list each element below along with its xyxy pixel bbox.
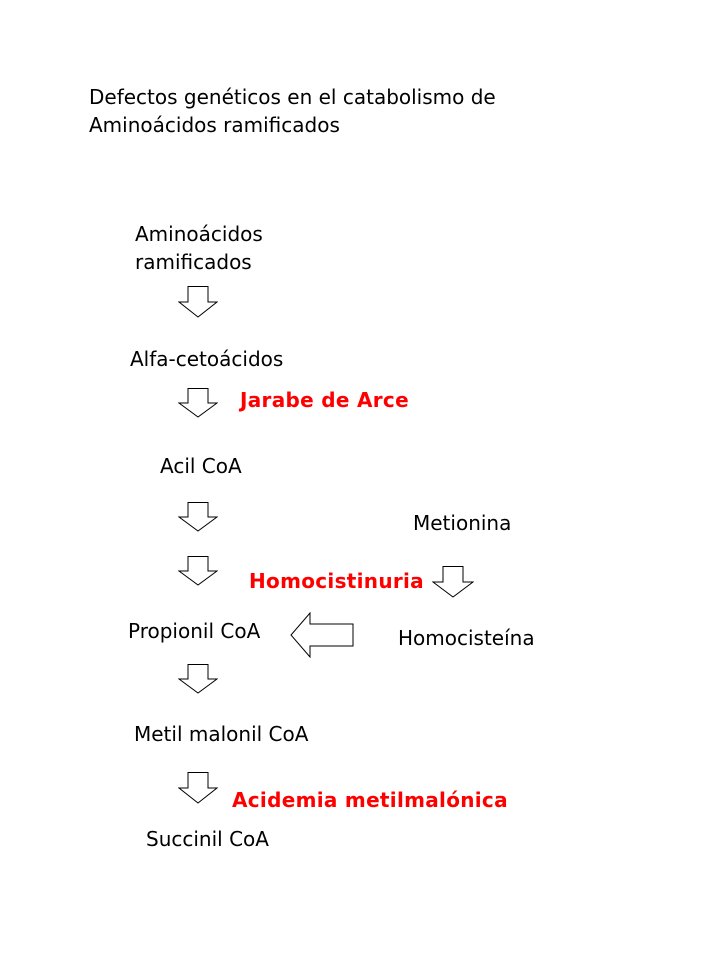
disease-jarabe-de-arce: Jarabe de Arce [240, 388, 409, 412]
node-acil-coa: Acil CoA [160, 454, 242, 478]
down-arrow-icon [178, 502, 218, 532]
down-arrow-icon [178, 388, 218, 418]
node-alfa-cetoacidos: Alfa-cetoácidos [130, 347, 284, 371]
down-arrow-icon [178, 556, 218, 586]
node-propionil-coa: Propionil CoA [128, 619, 261, 643]
down-arrow-icon [432, 566, 474, 598]
node-aminoacidos [135, 220, 263, 276]
title-line-1: Defectos genéticos en el catabolismo de [89, 85, 496, 109]
disease-homocistinuria: Homocistinuria [249, 569, 424, 593]
page-title [89, 83, 609, 139]
node-metil-malonil-coa: Metil malonil CoA [134, 722, 309, 746]
down-arrow-icon [178, 286, 218, 318]
node-metionina: Metionina [413, 511, 512, 535]
node-aminoacidos-line-1: Aminoácidos [135, 222, 263, 246]
down-arrow-icon [178, 772, 218, 804]
node-succinil-coa: Succinil CoA [146, 827, 269, 851]
node-homocisteina: Homocisteína [398, 626, 535, 650]
title-line-2: Aminoácidos ramificados [89, 113, 340, 137]
down-arrow-icon [178, 664, 218, 694]
left-arrow-icon [290, 612, 354, 658]
disease-acidemia-metilmalonica: Acidemia metilmalónica [232, 788, 508, 812]
node-aminoacidos-line-2: ramificados [135, 250, 252, 274]
